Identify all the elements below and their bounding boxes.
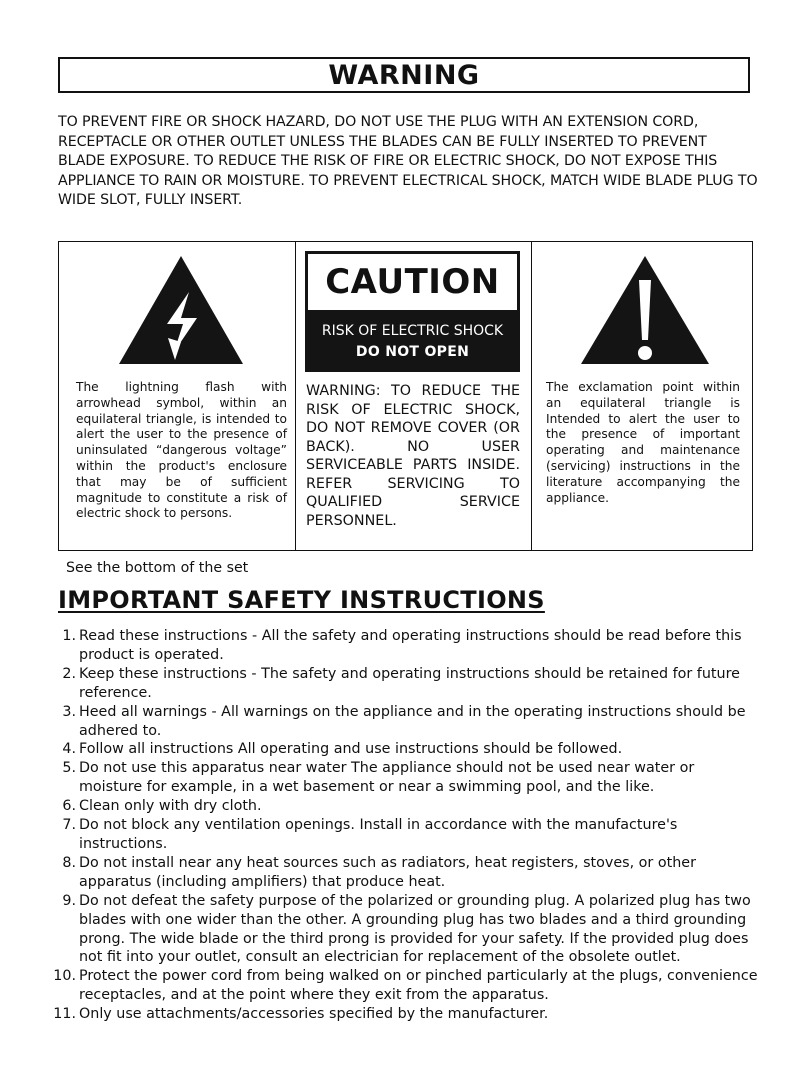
warning-paragraph: TO PREVENT FIRE OR SHOCK HAZARD, DO NOT USE THE PLUG WITH AN EXTENSION CORD, RECEPTACLE OR OTHER OUTLET UNLESS THE BLADES CAN BE FULLY INSERTED TO PREVENT BLADE EXPOSURE. TO REDUCE THE RISK OF FIRE OR ELECTRIC SHOCK, DO NOT EXPOSE THIS APPLIANCE TO RAIN OR MOISTURE. TO PREVENT ELECTRICAL SHOCK, MATCH WIDE BLADE PLUG TO WIDE SLOT, FULLY INSERT. <box>58 114 758 208</box>
list-item-text: Do not use this apparatus near water The appliance should not be used near water or moisture for example, in a wet basement or near a swimming pool, and the like. <box>79 760 695 796</box>
list-item-number: 3. <box>62 703 76 720</box>
list-item-text: Do not block any ventilation openings. Install in accordance with the manufacture's instructions. <box>79 817 678 852</box>
list-item <box>40 627 760 665</box>
list-item-number: 5. <box>62 760 76 777</box>
list-item-text: Only use attachments/accessories specified by the manufacturer. <box>79 1006 549 1023</box>
list-item <box>40 816 760 854</box>
exclamation-description: The exclamation point within an equilateral triangle is Intended to alert the user to the presence of important operating and maintenance (servicing) instructions in the literature accompanying the appliance. <box>546 380 740 505</box>
column-divider <box>295 242 296 550</box>
list-item-text: Protect the power cord from being walked on or pinched particularly at the plugs, convenience receptacles, and at the point where they exit from the apparatus. <box>79 968 758 1004</box>
lightning-description: The lightning flash with arrowhead symbol, within an equilateral triangle, is intended to alert the user to the presence of uninsulated “dangerous voltage” within the product's enclosure that may be of sufficient magnitude to constitute a risk of electric shock to persons. <box>76 380 287 521</box>
list-item <box>40 892 760 968</box>
list-item-text: Read these instructions - All the safety and operating instructions should be read before this product is operated. <box>79 628 742 663</box>
list-item-text: Clean only with dry cloth. <box>79 798 262 815</box>
risk-line: RISK OF ELECTRIC SHOCK <box>321 323 504 339</box>
caution-title-panel <box>308 254 517 310</box>
lightning-triangle-icon <box>117 254 245 366</box>
list-item <box>40 967 760 1005</box>
list-item-number: 9. <box>62 892 76 909</box>
list-item-number: 4. <box>62 741 76 758</box>
caution-label <box>305 251 520 372</box>
list-item-text: Follow all instructions All operating and use instructions should be followed. <box>79 741 623 758</box>
open-line: DO NOT OPEN <box>355 344 470 360</box>
safety-title: IMPORTANT SAFETY INSTRUCTIONS <box>58 586 545 614</box>
list-item-number: 7. <box>62 817 76 834</box>
list-item <box>40 665 760 703</box>
see-bottom-note: See the bottom of the set <box>66 560 249 576</box>
safety-instructions-list <box>40 627 760 1024</box>
list-item-number: 1. <box>62 628 76 644</box>
list-item <box>40 740 760 759</box>
list-item-text: Do not defeat the safety purpose of the polarized or grounding plug. A polarized plug has two blades with one wider than the other. A grounding plug has two blades and a third grounding prong. The wide blade or the third prong is provided for your safety. If the provided plug does not fit into your outlet, consult an electrician for replacement of the obsolete outlet. <box>79 892 751 966</box>
list-item-text: Do not install near any heat sources such as radiators, heat registers, stoves, or other apparatus (including amplifiers) that produce heat. <box>79 854 696 890</box>
exclamation-triangle-icon <box>579 254 711 366</box>
list-item <box>40 1005 760 1024</box>
caution-warning-text: WARNING: TO REDUCE THE RISK OF ELECTRIC SHOCK, DO NOT REMOVE COVER (OR BACK). NO USER SERVICEABLE PARTS INSIDE. REFER SERVICING TO QUALIFIED SERVICE PERSONNEL. <box>306 383 520 529</box>
list-item-number: 10. <box>53 968 76 985</box>
caution-table <box>58 241 753 551</box>
list-item-text: Keep these instructions - The safety and operating instructions should be retained for future reference. <box>79 665 740 701</box>
list-item <box>40 854 760 892</box>
column-divider <box>531 242 532 550</box>
list-item <box>40 703 760 741</box>
list-item-number: 2. <box>62 665 76 682</box>
warning-title: WARNING <box>328 60 480 91</box>
caution-word: CAUTION <box>325 262 500 302</box>
list-item-text: Heed all warnings - All warnings on the appliance and in the operating instructions should be adhered to. <box>79 703 746 739</box>
list-item-number: 11. <box>53 1006 76 1023</box>
warning-header <box>58 57 750 93</box>
list-item <box>40 797 760 816</box>
list-item-number: 8. <box>62 854 76 871</box>
list-item-number: 6. <box>62 798 76 815</box>
list-item <box>40 759 760 797</box>
